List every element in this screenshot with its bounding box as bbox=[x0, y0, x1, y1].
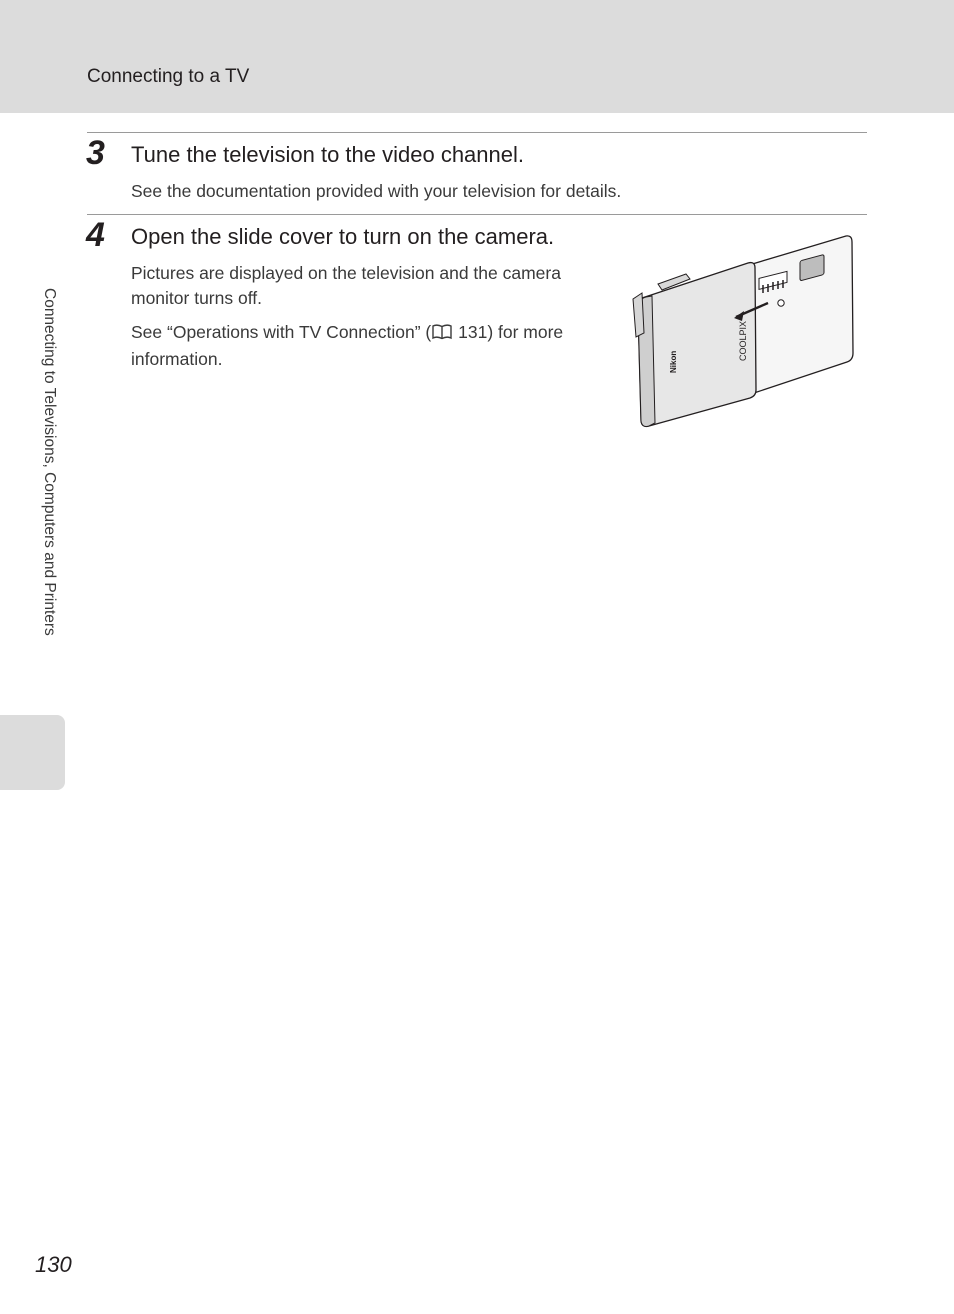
section-tab bbox=[0, 715, 65, 790]
step-description: See the documentation provided with your television for details. bbox=[131, 181, 622, 201]
page-number: 130 bbox=[35, 1252, 72, 1277]
step-title: Tune the television to the video channel. bbox=[131, 142, 525, 167]
camera-brand: Nikon bbox=[669, 350, 678, 373]
sidebar-section-label: Connecting to Televisions, Computers and Printers bbox=[41, 288, 58, 636]
reference-text-before: See “Operations with TV Connection” ( bbox=[131, 322, 432, 342]
camera-model: COOLPIX bbox=[738, 320, 748, 361]
book-icon bbox=[432, 322, 452, 347]
camera-slide-cover-icon bbox=[628, 233, 856, 429]
step-title: Open the slide cover to turn on the camera. bbox=[131, 224, 555, 249]
header-title: Connecting to a TV bbox=[87, 66, 250, 87]
header-band bbox=[0, 0, 954, 113]
step-number: 4 bbox=[86, 216, 105, 254]
step-number: 3 bbox=[86, 134, 105, 172]
section-divider bbox=[87, 214, 867, 215]
section-divider bbox=[87, 132, 867, 133]
step-description: Pictures are displayed on the television and the camera monitor turns off. bbox=[131, 263, 561, 308]
step-reference bbox=[131, 320, 601, 372]
reference-page: 131 bbox=[458, 322, 488, 342]
reference-text-after: ) for more information. bbox=[131, 322, 564, 369]
